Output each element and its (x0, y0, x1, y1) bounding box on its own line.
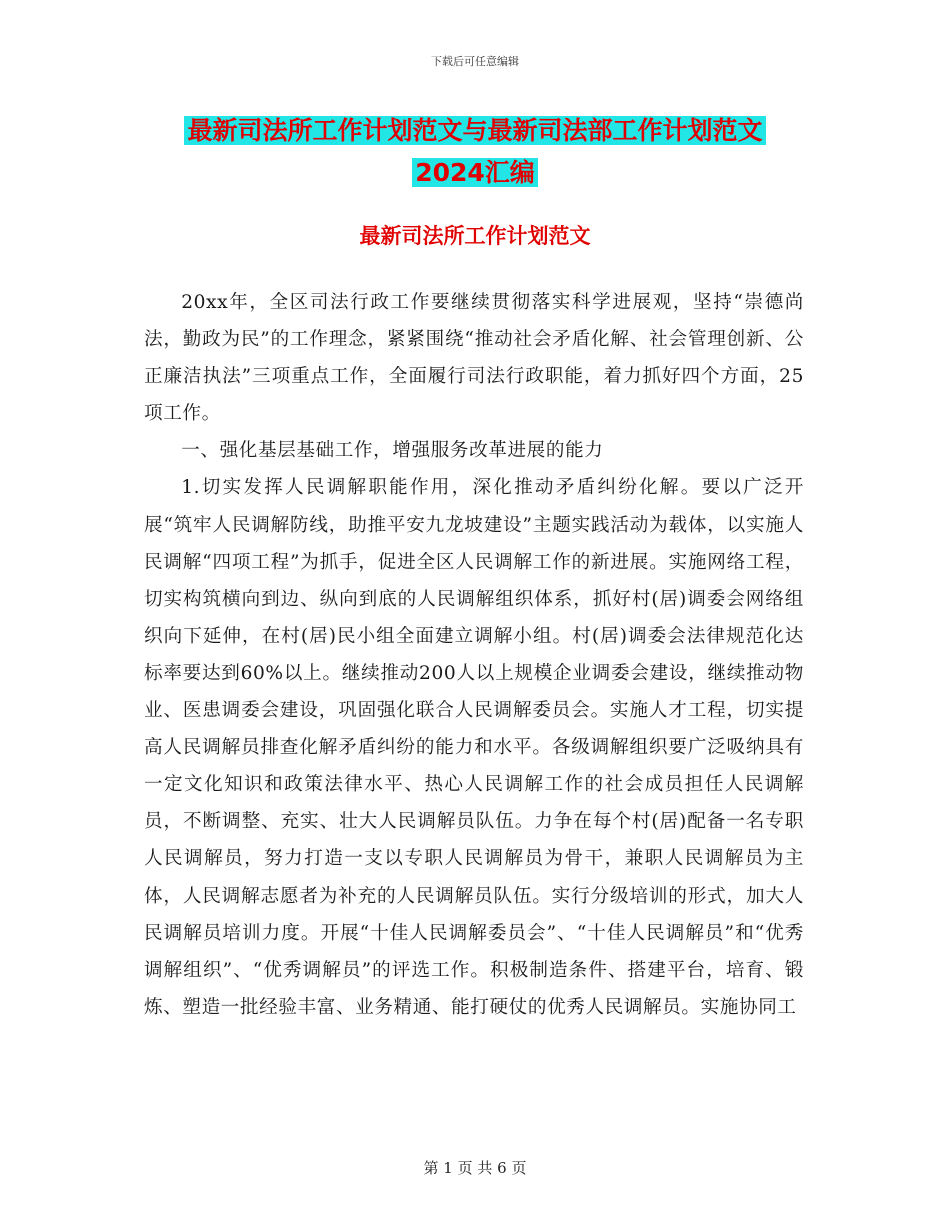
document-title-line-2: 2024汇编 (412, 158, 538, 187)
document-title-line-1: 最新司法所工作计划范文与最新司法部工作计划范文 (184, 116, 765, 145)
section-title: 最新司法所工作计划范文 (359, 224, 591, 248)
paragraph-item-1: 1.切实发挥人民调解职能作用，深化推动矛盾纠纷化解。要以广泛开展“筑牢人民调解防线，助推平安九龙坡建设”主题实践活动为载体，以实施人民调解“四项工程”为抓手，促进全区人民调解工作的新进展。实施网络工程，切实构筑横向到边、纵向到底的人民调解组织体系，抓好村(居)调委会网络组织向下延伸，在村(居)民小组全面建立调解小组。村(居)调委会法律规范化达标率要达到60%以上。继续推动200人以上规模企业调委会建设，继续推动物业、医患调委会建设，巩固强化联合人民调解委员会。实施人才工程，切实提高人民调解员排查化解矛盾纠纷的能力和水平。各级调解组织要广泛吸纳具有一定文化知识和政策法律水平、热心人民调解工作的社会成员担任人民调解员，不断调整、充实、壮大人民调解员队伍。力争在每个村(居)配备一名专职人民调解员，努力打造一支以专职人民调解员为骨干，兼职人民调解员为主体，人民调解志愿者为补充的人民调解员队伍。实行分级培训的形式，加大人民调解员培训力度。开展“十佳人民调解委员会”、“十佳人民调解员”和“优秀调解组织”、“优秀调解员”的评选工作。积极制造条件、搭建平台，培育、锻炼、塑造一批经验丰富、业务精通、能打硬仗的优秀人民调解员。实施协同工 (144, 477, 804, 1018)
paragraph-heading-1: 一、强化基层基础工作，增强服务改革进展的能力 (181, 440, 604, 462)
document-title (0, 110, 950, 194)
paragraph-intro: 20xx年，全区司法行政工作要继续贯彻落实科学进展观，坚持“崇德尚法，勤政为民”的工作理念，紧紧围绕“推动社会矛盾化解、社会管理创新、公正廉洁执法”三项重点工作，全面履行司法行政职能，着力抓好四个方面，25项工作。 (144, 292, 804, 425)
page-footer: 第 1 页 共 6 页 (423, 1159, 527, 1177)
document-body (144, 284, 804, 1026)
header-note: 下载后可任意编辑 (431, 55, 519, 68)
